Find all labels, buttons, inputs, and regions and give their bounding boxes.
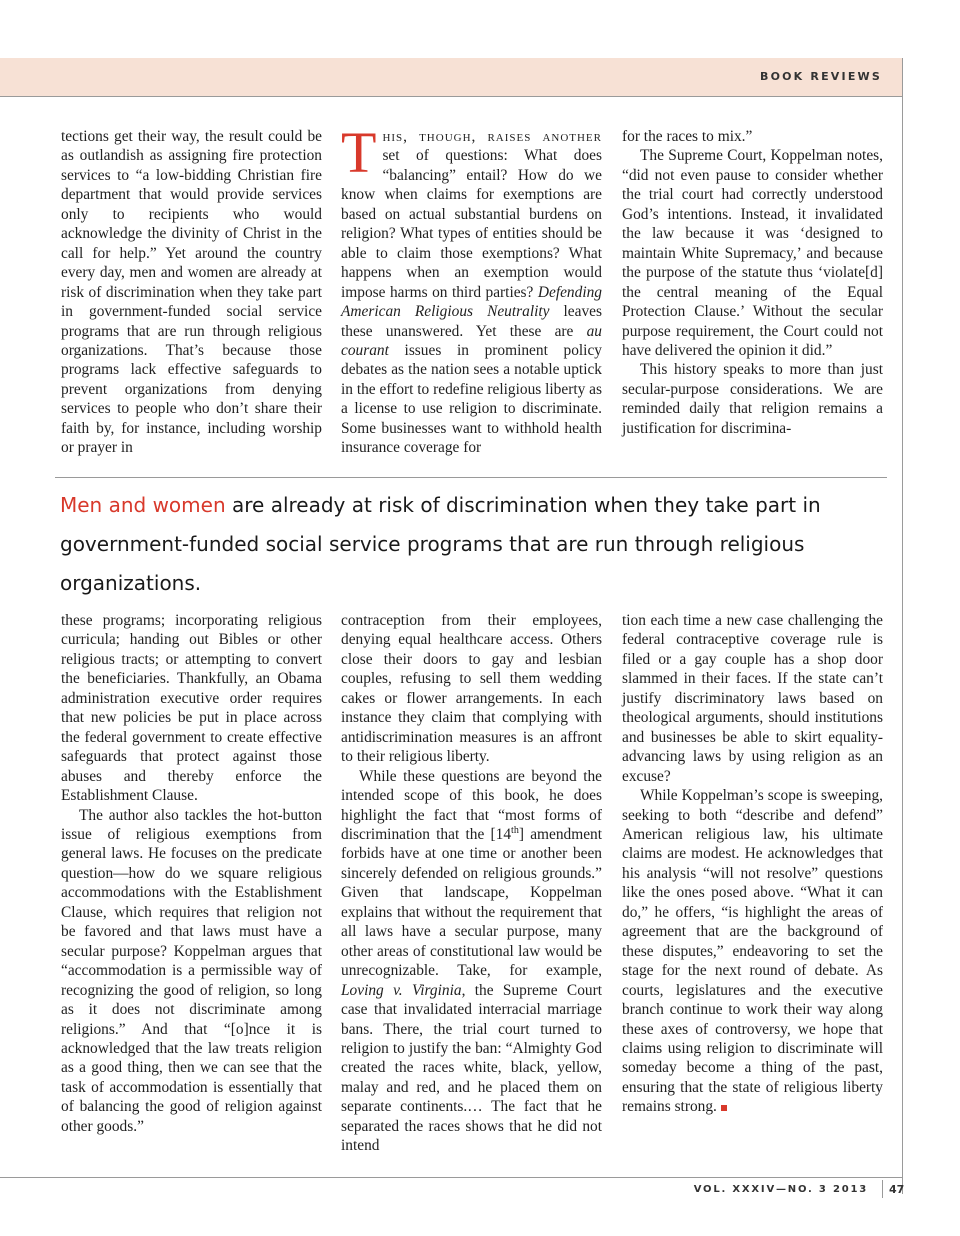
pull-quote-accent: Men and women — [60, 493, 226, 517]
pull-quote — [60, 486, 860, 603]
paragraph: tion each time a new case challenging the federal contraceptive coverage rule is filed or a gay couple has a shop door slammed in their faces. If the state can’t justify discriminatory laws based on theological arguments, should institutions and businesses be able to skirt equality-advancing laws by using religion as an excuse? — [622, 612, 883, 785]
superscript: th — [511, 824, 519, 836]
upper-column-1 — [61, 127, 322, 458]
paragraph: tections get their way, the result could be as outlandish as assigning fire protection services to “a low-bidding Christian fire department that would provide services only to recipients who would acknowledge the divinity of Christ in the call for help.” Yet around the country every day, men and women are already at risk of discrimination when they take part in government-funded social service programs that are run through religious organizations. That’s because those programs lack effective safeguards to prevent organizations from denying services to people who don’t share their faith by, for instance, including worship or prayer in — [61, 128, 322, 457]
footer-volume: VOL. XXXIV—NO. 3 2013 — [693, 1184, 868, 1195]
footer-separator — [882, 1180, 883, 1198]
case-name: Loving v. Virginia — [341, 981, 462, 999]
margin-rule — [902, 58, 903, 1194]
upper-column-3 — [622, 127, 883, 438]
section-label: BOOK REVIEWS — [759, 70, 882, 83]
lead-in: his, though, raises another — [382, 128, 602, 145]
book-title: Defending American Religious Neutrality — [341, 283, 602, 321]
paragraph: While Koppelman’s scope is sweeping, seeking to both “describe and defend” American religious law, his ultimate claims are modest. He acknowledges that his analysis “will not resolve” questions like the ones posed above. “What it can do,” he offers, “is highlight the areas of agreement that are the background of these disputes,” endeavoring to set the stage for the next round of debate. As courts, legislatures and the executive branch continue to work their way along these axes of controversy, we hope that claims using religion to discriminate will someday become a thing of the past, ensuring that the state of religious liberty remains strong. — [622, 787, 883, 1116]
paragraph: While these questions are beyond the intended scope of this book, he does highlight the fact that “most forms of discrimination that the [14th] amendment forbids have at one time or another been sincerely defended on religious grounds.” Given that landscape, Koppelman explains that without the requirement that all laws have a secular purpose, many other areas of constitutional law would be unrecognizable. Take, for example, Loving v. Virginia, the Supreme Court case that invalidated interracial marriage bans. There, the trial court turned to religion to justify the ban: “Almighty God created the races white, black, yellow, malay and red, and he placed them on separate continents.… The fact that he separated the races shows that he did not intend — [341, 767, 602, 1155]
paragraph: contraception from their employees, denying equal healthcare access. Others close their doors to gay and lesbian couples, refusing to sell them wedding cakes or flower arrangements. In each instance they claim that complying with antidiscrimination measures is an affront to their religious liberty. — [341, 612, 602, 766]
lower-column-3 — [622, 611, 883, 1117]
paragraph: The author also tackles the hot-button issue of religious exemptions from general laws. He focuses on the predicate question—how do we square religious accommodations with the Establishment Clause, which requires that religion not be favored and that laws must have a secular purpose? Koppelman argues that “accommodation is a permissible way of recognizing the good of religion, so long as it does not discriminate among religions.” And that “[o]nce it is acknowledged that the law treats religion as a good thing, then we can see that the task of accommodation is essentially that of balancing the good of religion against other goods.” — [61, 806, 322, 1135]
upper-column-2 — [341, 120, 602, 458]
paragraph: The Supreme Court, Koppelman notes, “did not even pause to consider whether the trial court had correctly understood God’s intentions. Instead, it invalidated the law because it was ‘designed to maintain White Supremacy,’ and because the purpose of the statute thus ‘violate[d] the central meaning of the Equal Protection Clause.’ Without the secular purpose requirement, the Court could not have delivered the opinion it did.” — [622, 147, 883, 359]
header-rule — [0, 96, 902, 97]
lower-column-2 — [341, 611, 602, 1156]
paragraph: This, though, raises another set of questions: What does “balancing” entail? How do we know when claims for exemptions are based on actual substantial burdens on religion? What types of entities should be able to claim those exemptions? What happens when an exemption would impose harms on third parties? Defending American Religious Neutrality leaves these unanswered. Yet these are au courant issues in prominent policy debates as the nation sees a notable uptick in the effort to redefine religious liberty as a license to use religion to discriminate. Some businesses want to withhold health insurance coverage for — [341, 120, 602, 457]
page-number: 47 — [889, 1183, 905, 1196]
paragraph: these programs; incorporating religious curricula; handing out Bibles or other religious tracts; or attempting to convert the beneficiaries. Thankfully, an Obama administration executive order requires that new policies be put in place across the federal government to create effective safeguards that protect against those abuses and thereby enforce the Establishment Clause. — [61, 612, 322, 805]
paragraph: for the races to mix.” — [622, 128, 753, 145]
paragraph: This history speaks to more than just secular-purpose considerations. We are reminded daily that religion remains a justification for discrimina- — [622, 361, 883, 437]
drop-cap: T — [341, 120, 377, 185]
end-mark-icon — [721, 1105, 727, 1111]
footer-rule — [0, 1177, 902, 1178]
foreign-phrase: au courant — [341, 322, 602, 359]
lower-column-1 — [61, 611, 322, 1136]
pull-quote-rule — [55, 477, 887, 478]
pull-quote-text: are already at risk of discrimination when they take part in government-funded social service programs that are run through religious organizations. — [60, 493, 821, 595]
